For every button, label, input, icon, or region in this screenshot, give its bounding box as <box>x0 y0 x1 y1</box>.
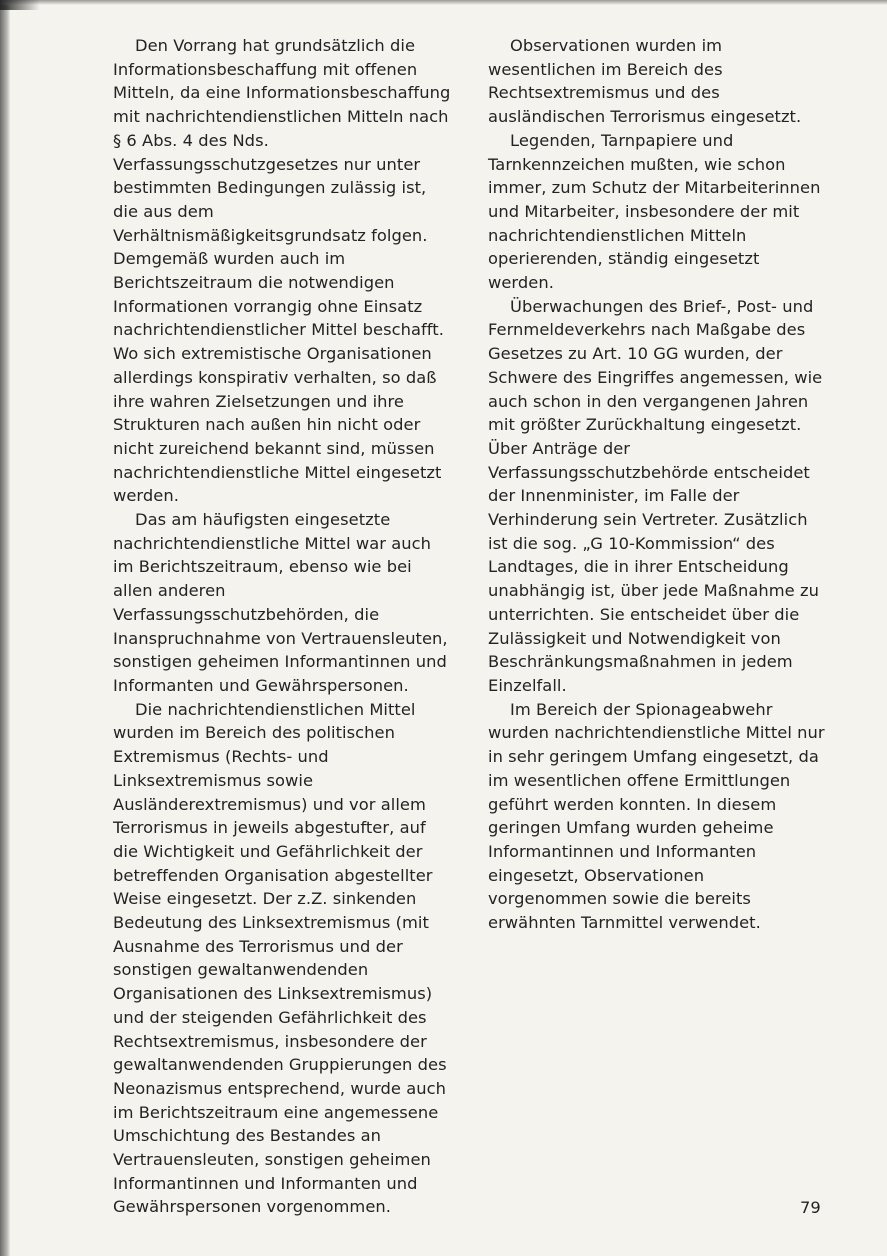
book-spine-shadow <box>0 0 10 1256</box>
scan-corner-mark <box>0 0 40 10</box>
paragraph: Observationen wurden im wesentlichen im Bereich des Rechtsextremismus und des ausländischen Terrorismus eingesetzt. <box>488 36 802 127</box>
left-text-column <box>113 34 455 1219</box>
top-edge-shadow <box>0 0 887 5</box>
paragraph: Legenden, Tarnpapiere und Tarnkennzeichen mußten, wie schon immer, zum Schutz der Mitarbeiterinnen und Mitarbeiter, insbesondere der mit nachrichtendienstlichen Mitteln operierenden, ständig eingesetzt werden. <box>488 130 821 293</box>
paragraph: Den Vorrang hat grundsätzlich die Informationsbeschaffung mit offenen Mitteln, da eine Informationsbeschaffung mit nachrichtendienstlichen Mitteln nach § 6 Abs. 4 des Nds. Verfassungsschutzgesetzes nur unter bestimmten Bedingungen zulässig ist, die aus dem Verhältnismäßigkeitsgrundsatz folgen. Demgemäß wurden auch im Berichtszeitraum die notwendigen Informationen vorrangig ohne Einsatz nachrichtendienstlicher Mittel beschafft. Wo sich extremistische Organisationen allerdings konspirativ verhalten, so daß ihre wahren Zielsetzungen und ihre Strukturen nach außen hin nicht oder nicht zureichend bekannt sind, müssen nachrichtendienstliche Mittel eingesetzt werden. <box>113 36 451 506</box>
page-number: 79 <box>800 1198 821 1217</box>
right-text-column <box>488 34 828 935</box>
paragraph: Überwachungen des Brief-, Post- und Fernmeldeverkehrs nach Maßgabe des Gesetzes zu Art. 10 GG wurden, der Schwere des Eingriffes angemessen, wie auch schon in den vergangenen Jahren mit größter Zurückhaltung eingesetzt. Über Anträge der Verfassungsschutzbehörde entscheidet der Innenminister, im Falle der Verhinderung sein Vertreter. Zusätzlich ist die sog. „G 10-Kommission“ des Landtages, die in ihrer Entscheidung unabhängig ist, über jede Maßnahme zu unterrichten. Sie entscheidet über die Zulässigkeit und Notwendigkeit von Beschränkungsmaßnahmen in jedem Einzelfall. <box>488 296 823 695</box>
paragraph: Das am häufigsten eingesetzte nachrichtendienstliche Mittel war auch im Berichtszeitraum, ebenso wie bei allen anderen Verfassungsschutzbehörden, die Inanspruchnahme von Vertrauensleuten, sonstigen geheimen Informantinnen und Informanten und Gewährspersonen. <box>113 510 448 695</box>
paragraph: Die nachrichtendienstlichen Mittel wurden im Bereich des politischen Extremismus (Rechts- und Linksextremismus sowie Ausländerextremismus) und vor allem Terrorismus in jeweils abgestufter, auf die Wichtigkeit und Gefährlichkeit der betreffenden Organisation abgestellter Weise eingesetzt. Der z.Z. sinkenden Bedeutung des Linksextremismus (mit Ausnahme des Terrorismus und der sonstigen gewaltanwendenden Organisationen des Linksextremismus) und der steigenden Gefährlichkeit des Rechtsextremismus, insbesondere der gewaltanwendenden Gruppierungen des Neonazismus entsprechend, wurde auch im Berichtszeitraum eine angemessene Umschichtung des Bestandes an Vertrauensleuten, sonstigen geheimen Informantinnen und Informanten und Gewährspersonen vorgenommen. <box>113 699 447 1217</box>
paragraph: Im Bereich der Spionageabwehr wurden nachrichtendienstliche Mittel nur in sehr geringem Umfang eingesetzt, da im wesentlichen offene Ermittlungen geführt werden konnten. In diesem geringen Umfang wurden geheime Informantinnen und Informanten eingesetzt, Observationen vorgenommen sowie die bereits erwähnten Tarnmittel verwendet. <box>488 699 825 933</box>
